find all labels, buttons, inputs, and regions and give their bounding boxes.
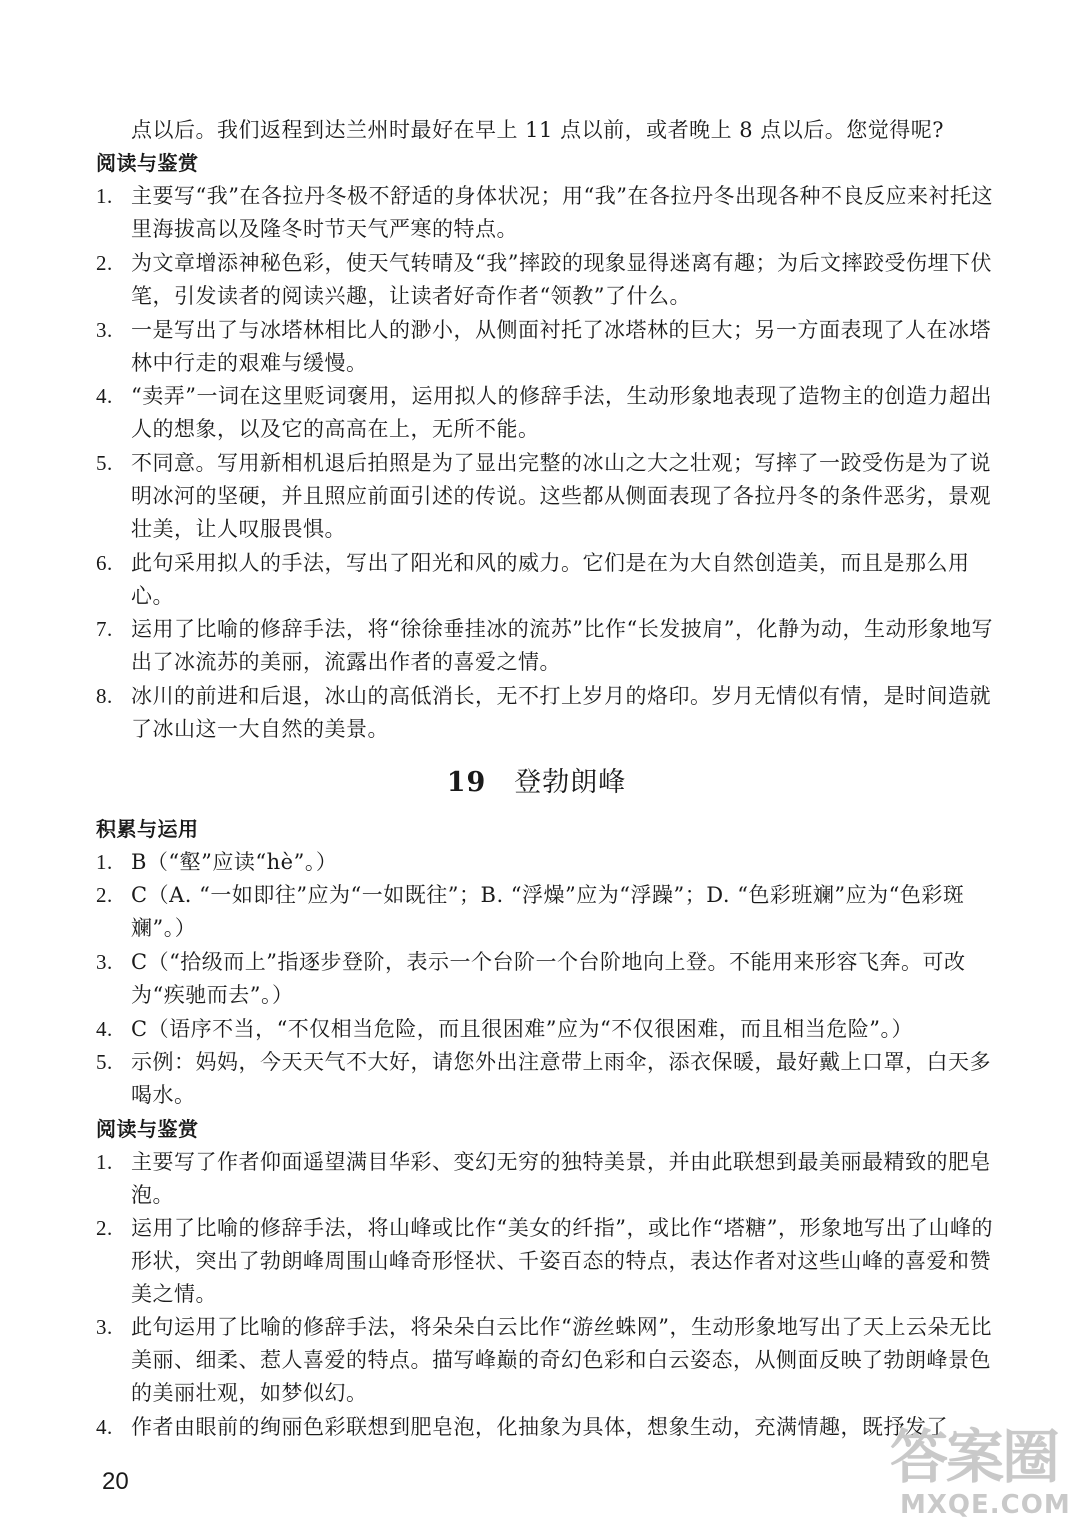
- item-number: 7.: [96, 617, 113, 641]
- item-text: B（“壑”应读“hè”。）: [131, 850, 338, 874]
- watermark-logo-text: 答案圈: [890, 1423, 1059, 1491]
- section-heading-accumulation: 积累与运用: [96, 817, 199, 841]
- item-number: 4.: [96, 1017, 113, 1041]
- item-text: 主要写了作者仰面遥望满目华彩、变幻无穷的独特美景，并由此联想到最美丽最精致的肥皂泡。: [131, 1150, 991, 1207]
- item-number: 4.: [96, 384, 113, 408]
- item-text: 冰川的前进和后退，冰山的高低消长，无不打上岁月的烙印。岁月无情似有情，是时间造就了冰山这一大自然的美景。: [131, 684, 991, 741]
- item-number: 1.: [96, 1150, 113, 1174]
- item-number: 1.: [96, 184, 113, 208]
- watermark-logo: [890, 1410, 1071, 1530]
- item-text: C（“拾级而上”指逐步登阶，表示一个台阶一个台阶地向上登。不能用来形容飞奔。可改为“疾驰而去”。）: [131, 950, 966, 1007]
- item-number: 5.: [96, 1050, 113, 1074]
- item-text: “卖弄”一词在这里贬词褒用，运用拟人的修辞手法，生动形象地表现了造物主的创造力超出人的想象，以及它的高高在上，无所不能。: [131, 384, 992, 441]
- page-number: 20: [102, 1468, 129, 1495]
- item-number: 3.: [96, 950, 113, 974]
- item-text: 不同意。写用新相机退后拍照是为了显出完整的冰山之大之壮观；写摔了一跤受伤是为了说明冰河的坚硬，并且照应前面引述的传说。这些都从侧面表现了各拉丹冬的条件恶劣，景观壮美，让人叹服畏惧。: [131, 451, 991, 541]
- item-text: 此句采用拟人的手法，写出了阳光和风的威力。它们是在为大自然创造美，而且是那么用心。: [131, 551, 970, 608]
- item-text: 示例：妈妈，今天天气不大好，请您外出注意带上雨伞，添衣保暖，最好戴上口罩，白天多喝水。: [131, 1050, 991, 1107]
- item-number: 3.: [96, 1315, 113, 1339]
- item-number: 6.: [96, 551, 113, 575]
- item-number: 2.: [96, 1216, 113, 1240]
- item-number: 8.: [96, 684, 113, 708]
- item-number: 4.: [96, 1415, 113, 1439]
- item-text: 一是写出了与冰塔林相比人的渺小，从侧面衬托了冰塔林的巨大；另一方面表现了人在冰塔林中行走的艰难与缓慢。: [131, 318, 991, 375]
- item-number: 2.: [96, 251, 113, 275]
- continuation-text: 点以后。我们返程到达兰州时最好在早上 11 点以前，或者晚上 8 点以后。您觉得呢?: [131, 118, 945, 142]
- item-text: 此句运用了比喻的修辞手法，将朵朵白云比作“游丝蛛网”，生动形象地写出了天上云朵无比美丽、细柔、惹人喜爱的特点。描写峰巅的奇幻色彩和白云姿态，从侧面反映了勃朗峰景色的美丽壮观，如梦似幻。: [131, 1315, 992, 1405]
- chapter-number: 19: [446, 767, 487, 798]
- item-text: 作者由眼前的绚丽色彩联想到肥皂泡，化抽象为具体，想象生动，充满情趣，既抒发了: [131, 1415, 948, 1439]
- item-text: 运用了比喻的修辞手法，将“徐徐垂挂冰的流苏”比作“长发披肩”，化静为动，生动形象地写出了冰流苏的美丽，流露出作者的喜爱之情。: [131, 617, 993, 674]
- item-number: 2.: [96, 883, 113, 907]
- item-text: C（语序不当，“不仅相当危险，而且很困难”应为“不仅很困难，而且相当危险”。）: [131, 1017, 914, 1041]
- watermark-url: MXQE.COM: [900, 1490, 1071, 1520]
- chapter-name: 登勃朗峰: [514, 767, 627, 798]
- item-text: 主要写“我”在各拉丹冬极不舒适的身体状况；用“我”在各拉丹冬出现各种不良反应来衬托这里海拔高以及隆冬时节天气严寒的特点。: [131, 184, 993, 241]
- item-text: C（A. “一如即往”应为“一如既往”；B. “浮燥”应为“浮躁”；D. “色彩班斓”应为“色彩斑斓”。）: [131, 883, 965, 940]
- item-number: 3.: [96, 318, 113, 342]
- section-heading-reading-1: 阅读与鉴赏: [96, 151, 199, 175]
- item-text: 为文章增添神秘色彩，使天气转晴及“我”摔跤的现象显得迷离有趣；为后文摔跤受伤埋下伏笔，引发读者的阅读兴趣，让读者好奇作者“领教”了什么。: [131, 251, 992, 308]
- item-number: 5.: [96, 451, 113, 475]
- item-text: 运用了比喻的修辞手法，将山峰或比作“美女的纤指”，或比作“塔糖”，形象地写出了山峰的形状，突出了勃朗峰周围山峰奇形怪状、千姿百态的特点，表达作者对这些山峰的喜爱和赞美之情。: [131, 1216, 993, 1306]
- chapter-title: [0, 760, 1073, 799]
- item-number: 1.: [96, 850, 113, 874]
- section-heading-reading-2: 阅读与鉴赏: [96, 1117, 199, 1141]
